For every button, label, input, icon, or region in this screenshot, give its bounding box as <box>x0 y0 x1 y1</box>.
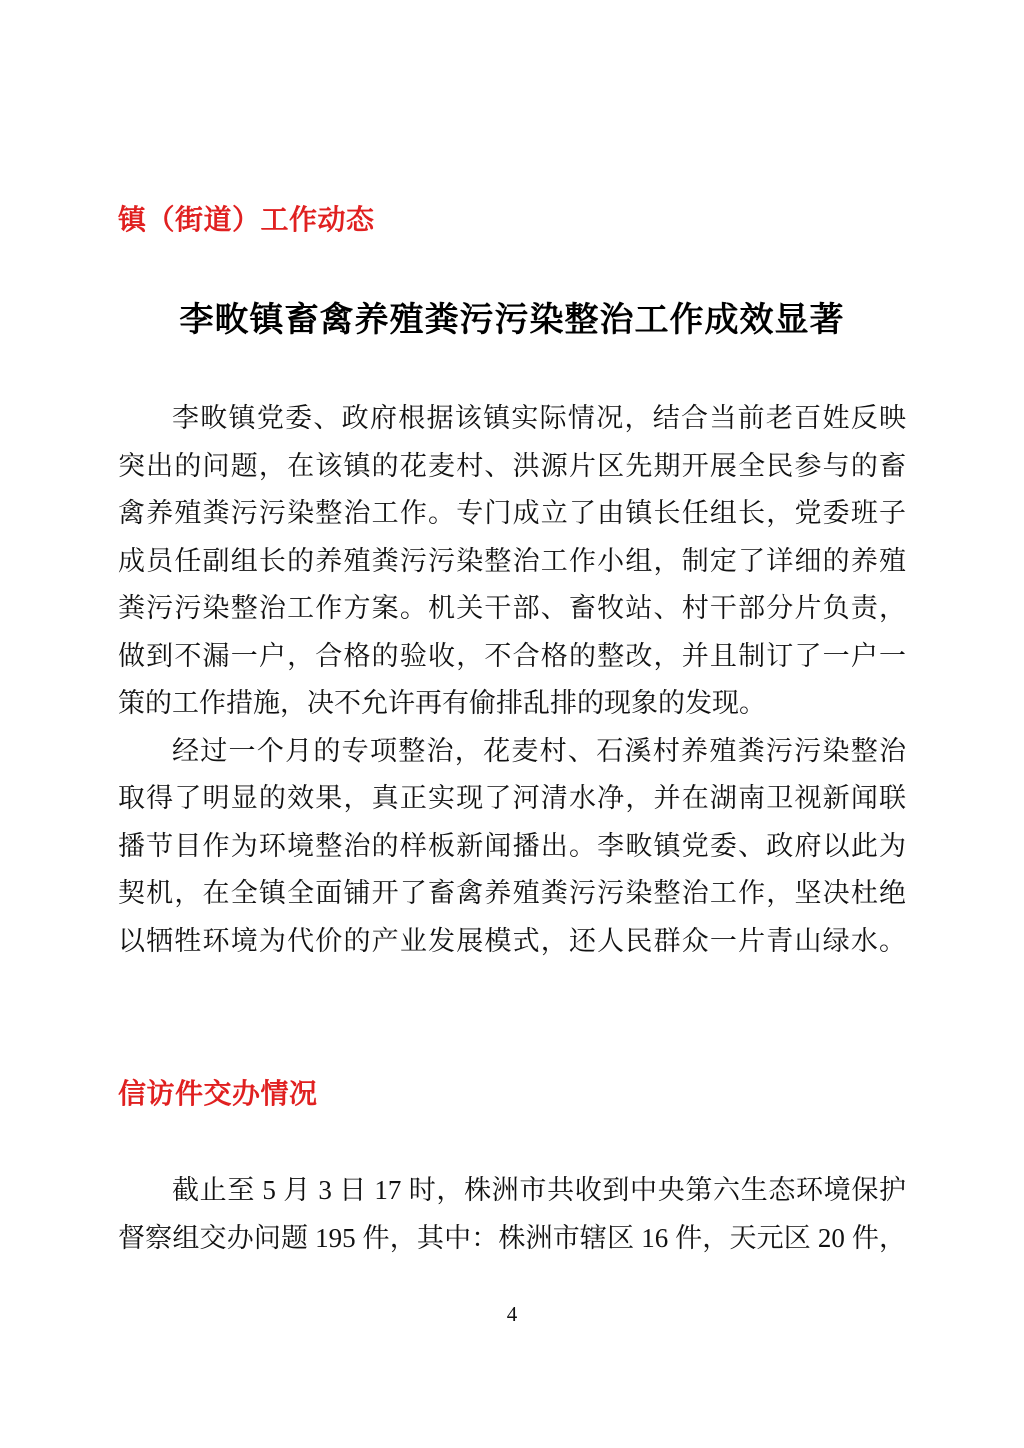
body-line: 策的工作措施，决不允许再有偷排乱排的现象的发现。 <box>118 688 766 718</box>
body-line: 粪污污染整治工作方案。机关干部、畜牧站、村干部分片负责， <box>118 593 906 623</box>
body-line: 李畋镇党委、政府根据该镇实际情况，结合当前老百姓反映 <box>172 403 906 433</box>
body-line: 截止至 5 月 3 日 17 时，株洲市共收到中央第六生态环境保护 <box>172 1175 906 1205</box>
body-line: 突出的问题，在该镇的花麦村、洪源片区先期开展全民参与的畜 <box>118 450 906 481</box>
section-heading-petitions: 信访件交办情况 <box>118 1078 318 1109</box>
article-title: 李畋镇畜禽养殖粪污污染整治工作成效显著 <box>179 302 845 339</box>
body-line: 做到不漏一户，合格的验收，不合格的整改，并且制订了一户一 <box>118 640 906 671</box>
page-number: 4 <box>506 1302 518 1326</box>
article-body-town-work <box>118 395 906 965</box>
body-line: 经过一个月的专项整治，花麦村、石溪村养殖粪污污染整治 <box>172 735 906 766</box>
body-line: 播节目作为环境整治的样板新闻播出。李畋镇党委、政府以此为 <box>118 830 906 861</box>
article-body-petitions <box>118 1167 906 1262</box>
body-line: 以牺牲环境为代价的产业发展模式，还人民群众一片青山绿水。 <box>118 925 906 956</box>
body-line: 取得了明显的效果，真正实现了河清水净，并在湖南卫视新闻联 <box>118 783 906 813</box>
section-heading-town-work: 镇（街道）工作动态 <box>118 204 375 235</box>
body-line: 成员任副组长的养殖粪污污染整治工作小组，制定了详细的养殖 <box>118 545 906 576</box>
body-line: 督察组交办问题 195 件，其中：株洲市辖区 16 件，天元区 20 件， <box>118 1222 906 1253</box>
body-line: 契机，在全镇全面铺开了畜禽养殖粪污污染整治工作，坚决杜绝 <box>118 878 906 908</box>
body-line: 禽养殖粪污污染整治工作。专门成立了由镇长任组长，党委班子 <box>118 498 906 528</box>
